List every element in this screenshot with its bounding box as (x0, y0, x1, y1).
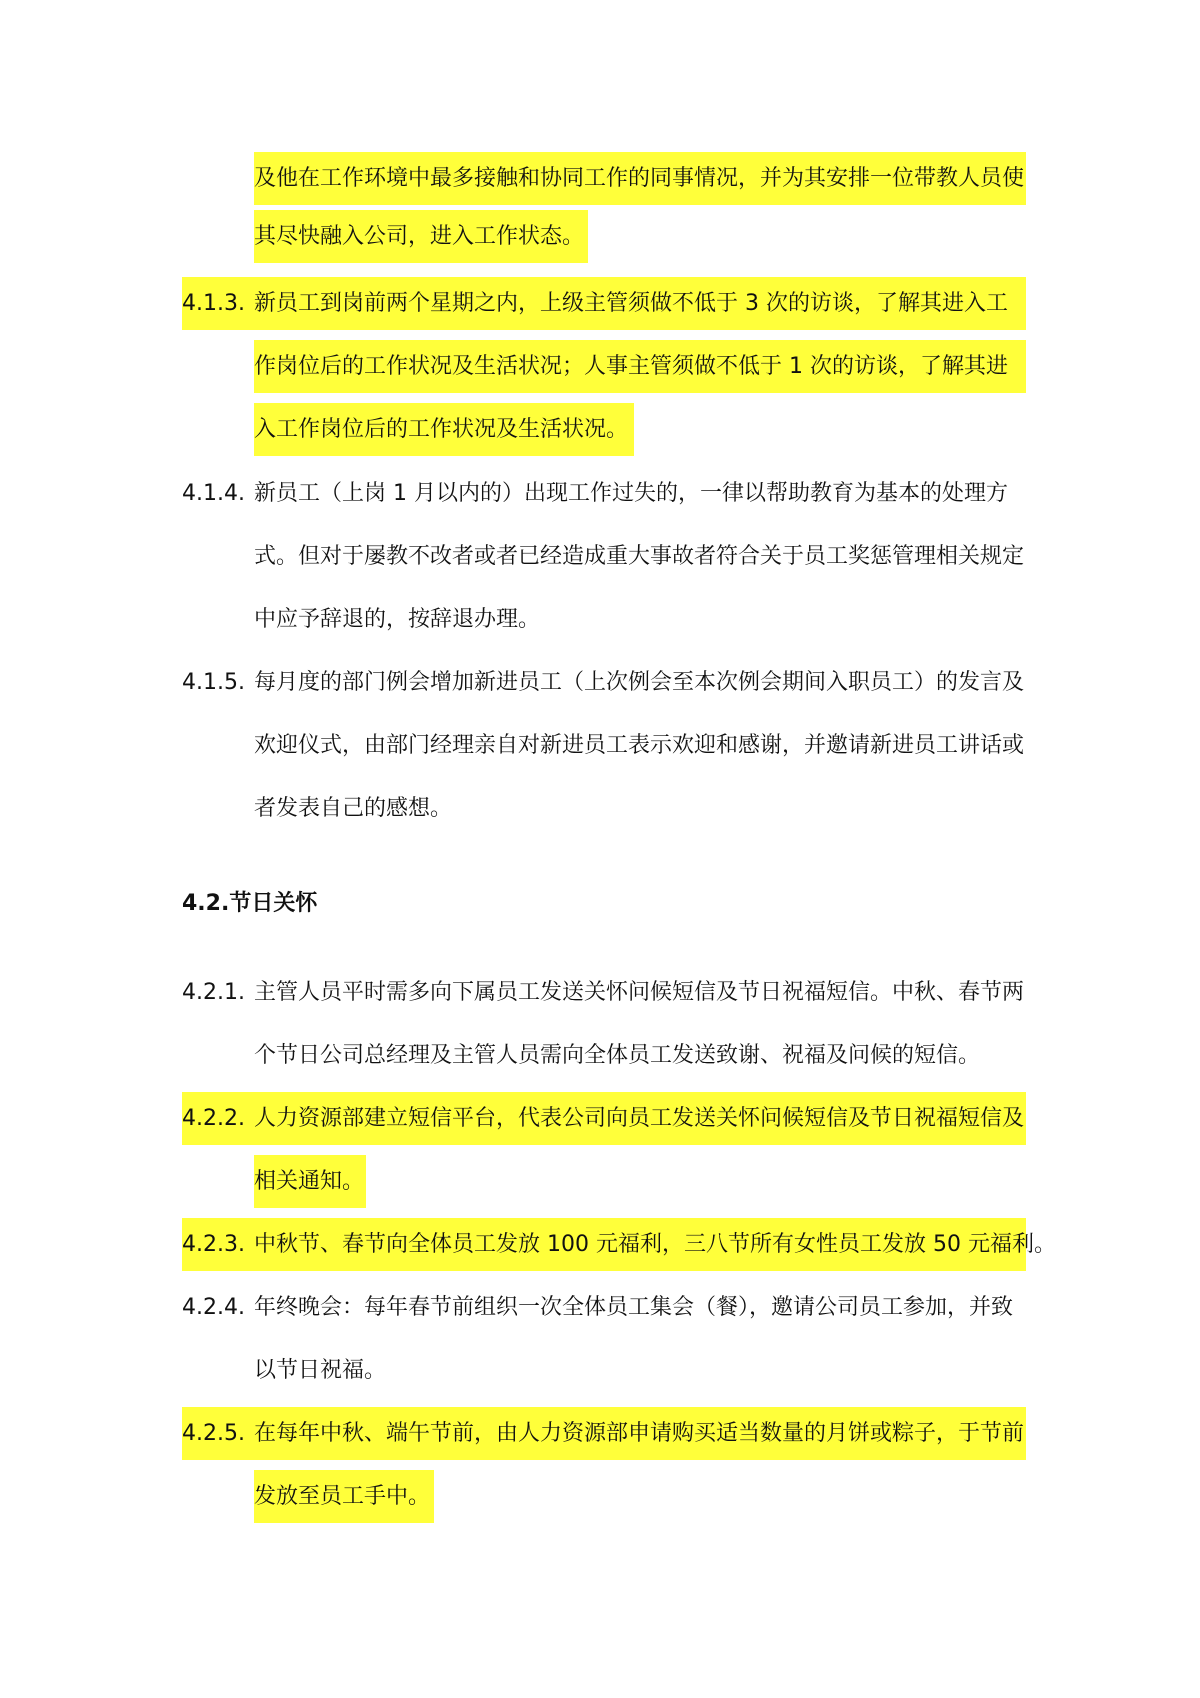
item-4-1-4-line-1: 新员工（上岗 1 月以内的）出现工作过失的，一律以帮助教育为基本的处理方 (254, 481, 1008, 506)
item-4-1-3-line-2: 作岗位后的工作状况及生活状况；人事主管须做不低于 1 次的访谈，了解其进 (254, 340, 1026, 393)
item-4-1-5-line-1: 每月度的部门例会增加新进员工（上次例会至本次例会期间入职员工）的发言及 (254, 670, 1025, 695)
item-4-2-2-line-1: 人力资源部建立短信平台，代表公司向员工发送关怀问候短信及节日祝福短信及 (254, 1092, 1026, 1145)
item-4-1-2-line-1: 及他在工作环境中最多接触和协同工作的同事情况，并为其安排一位带教人员使 (254, 152, 1026, 205)
item-4-1-4-line-2: 式。但对于屡教不改者或者已经造成重大事故者符合关于员工奖惩管理相关规定 (254, 544, 1025, 569)
item-4-2-3-line-1: 中秋节、春节向全体员工发放 100 元福利，三八节所有女性员工发放 50 元福利。 (254, 1218, 1026, 1271)
item-4-1-3-number: 4.1.3. (182, 277, 254, 330)
item-4-2-1-line-2: 个节日公司总经理及主管人员需向全体员工发送致谢、祝福及问候的短信。 (254, 1043, 981, 1068)
item-4-2-5-line-2: 发放至员工手中。 (254, 1470, 434, 1523)
item-4-1-4-line-3: 中应予辞退的，按辞退办理。 (254, 607, 541, 632)
item-4-1-5-line-2: 欢迎仪式，由部门经理亲自对新进员工表示欢迎和感谢，并邀请新进员工讲话或 (254, 733, 1025, 758)
item-4-2-4-line-2: 以节日祝福。 (254, 1358, 387, 1383)
item-4-1-3-line-1: 新员工到岗前两个星期之内，上级主管须做不低于 3 次的访谈，了解其进入工 (254, 277, 1026, 330)
item-4-2-4-line-1: 年终晚会：每年春节前组织一次全体员工集会（餐），邀请公司员工参加，并致 (254, 1295, 1014, 1320)
item-4-1-3-line-3: 入工作岗位后的工作状况及生活状况。 (254, 403, 634, 456)
item-4-2-2-number: 4.2.2. (182, 1092, 254, 1145)
item-4-2-3-number: 4.2.3. (182, 1218, 254, 1271)
item-4-1-2-line-2: 其尽快融入公司，进入工作状态。 (254, 210, 588, 263)
item-4-2-5-line-1: 在每年中秋、端午节前，由人力资源部申请购买适当数量的月饼或粽子，于节前 (254, 1407, 1026, 1460)
item-4-2-5-number: 4.2.5. (182, 1407, 254, 1460)
item-4-1-4-number: 4.1.4. (182, 481, 245, 506)
item-4-2-1-line-1: 主管人员平时需多向下属员工发送关怀问候短信及节日祝福短信。中秋、春节两 (254, 980, 1025, 1005)
item-4-1-5-number: 4.1.5. (182, 670, 245, 695)
section-heading: 4.2.节日关怀 (182, 891, 318, 916)
item-4-2-1-number: 4.2.1. (182, 980, 245, 1005)
item-4-1-5-line-3: 者发表自己的感想。 (254, 796, 453, 821)
item-4-2-4-number: 4.2.4. (182, 1295, 245, 1320)
item-4-2-2-line-2: 相关通知。 (254, 1155, 366, 1208)
